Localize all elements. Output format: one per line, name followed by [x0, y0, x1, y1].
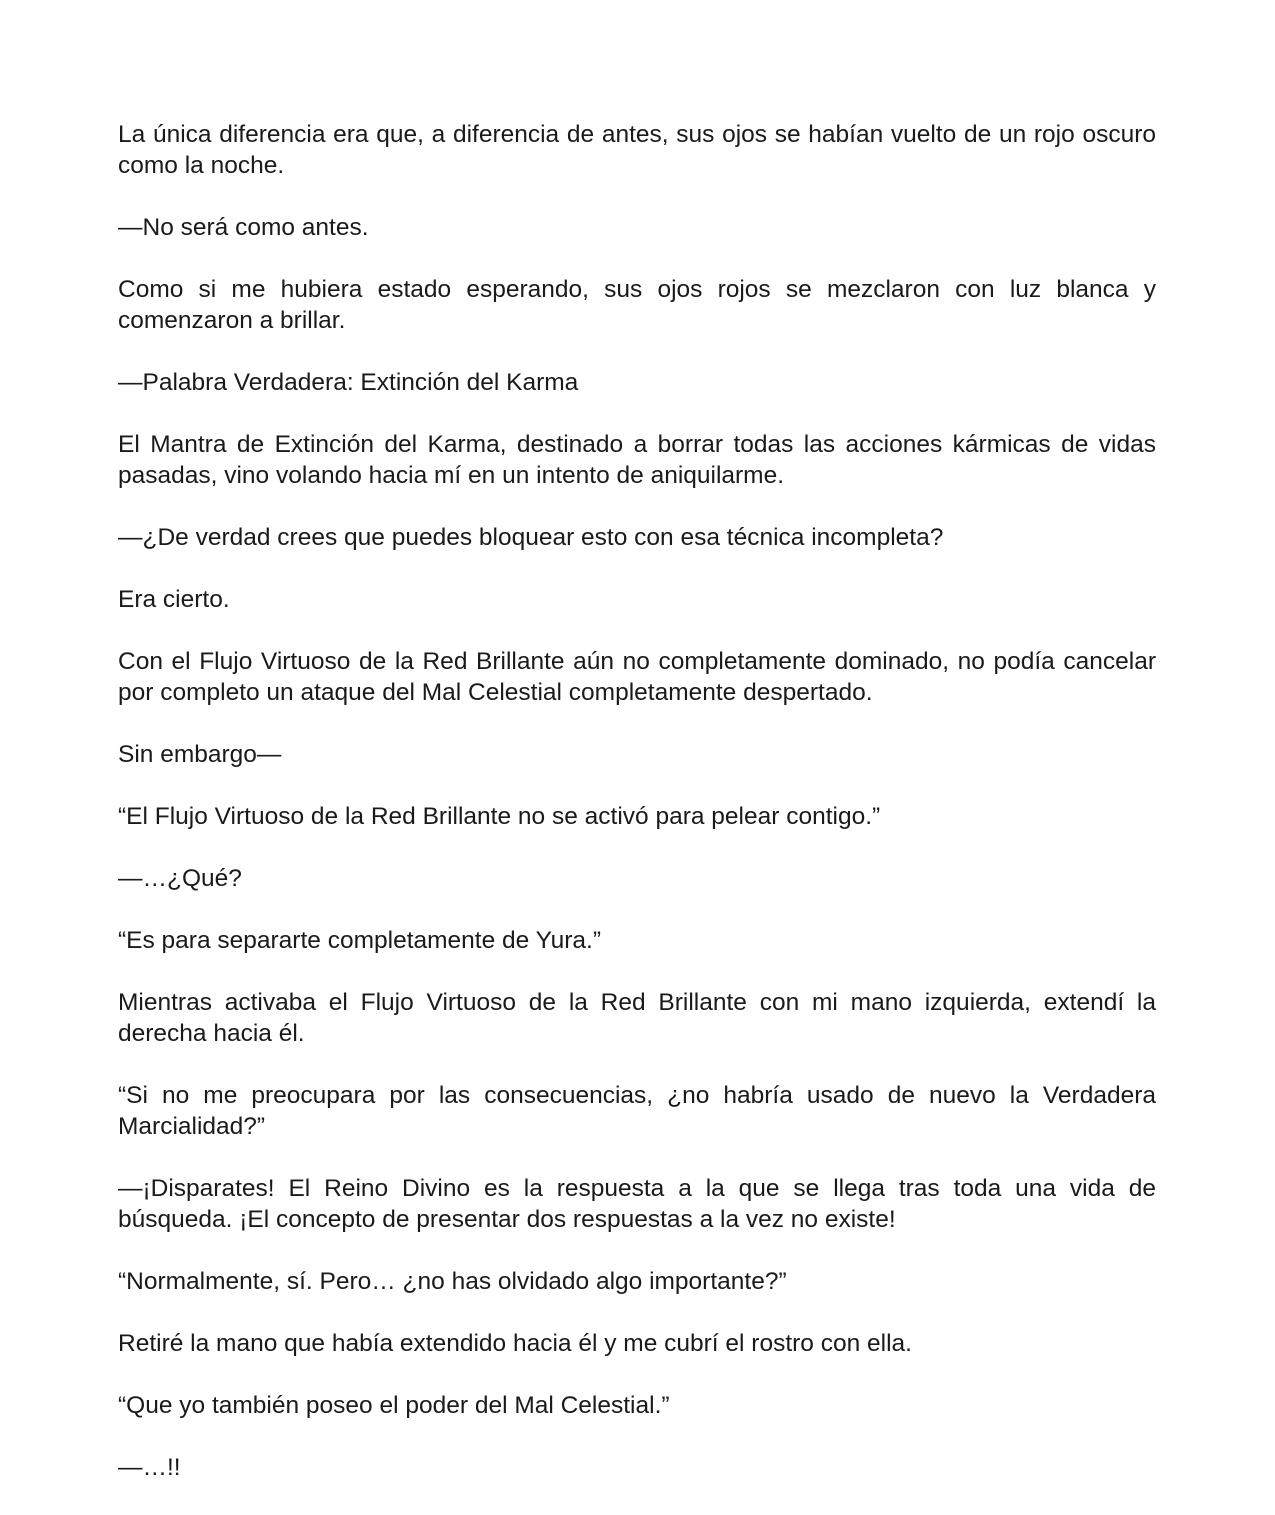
paragraph: Como si me hubiera estado esperando, sus ojos rojos se mezclaron con luz blanca y comenzaron a brillar. — [118, 276, 1156, 334]
paragraph: “El Flujo Virtuoso de la Red Brillante no se activó para pelear contigo.” — [118, 803, 881, 830]
paragraph: Con el Flujo Virtuoso de la Red Brillante aún no completamente dominado, no podía cancelar por completo un ataque del Mal Celestial completamente despertado. — [118, 648, 1156, 706]
paragraph: Era cierto. — [118, 586, 230, 613]
paragraph: —Palabra Verdadera: Extinción del Karma — [118, 369, 579, 396]
paragraph: —…¿Qué? — [118, 865, 242, 892]
paragraph: “Que yo también poseo el poder del Mal Celestial.” — [118, 1392, 670, 1419]
paragraph: La única diferencia era que, a diferencia de antes, sus ojos se habían vuelto de un rojo oscuro como la noche. — [118, 121, 1156, 179]
paragraph: Mientras activaba el Flujo Virtuoso de la Red Brillante con mi mano izquierda, extendí la derecha hacia él. — [118, 989, 1156, 1047]
paragraph: —¿De verdad crees que puedes bloquear esto con esa técnica incompleta? — [118, 524, 944, 551]
paragraph: El Mantra de Extinción del Karma, destinado a borrar todas las acciones kármicas de vidas pasadas, vino volando hacia mí en un intento de aniquilarme. — [118, 431, 1156, 489]
paragraph: Retiré la mano que había extendido hacia él y me cubrí el rostro con ella. — [118, 1330, 912, 1357]
document-page — [118, 119, 1156, 1483]
paragraph: —¡Disparates! El Reino Divino es la respuesta a la que se llega tras toda una vida de búsqueda. ¡El concepto de presentar dos respuestas a la vez no existe! — [118, 1175, 1156, 1233]
paragraph: “Normalmente, sí. Pero… ¿no has olvidado algo importante?” — [118, 1268, 787, 1295]
paragraph: “Si no me preocupara por las consecuencias, ¿no habría usado de nuevo la Verdadera Marcialidad?” — [118, 1082, 1156, 1140]
paragraph: “Es para separarte completamente de Yura.” — [118, 927, 602, 954]
paragraph: —No será como antes. — [118, 214, 369, 241]
paragraph: Sin embargo— — [118, 741, 282, 768]
paragraph: —…!! — [118, 1454, 181, 1481]
